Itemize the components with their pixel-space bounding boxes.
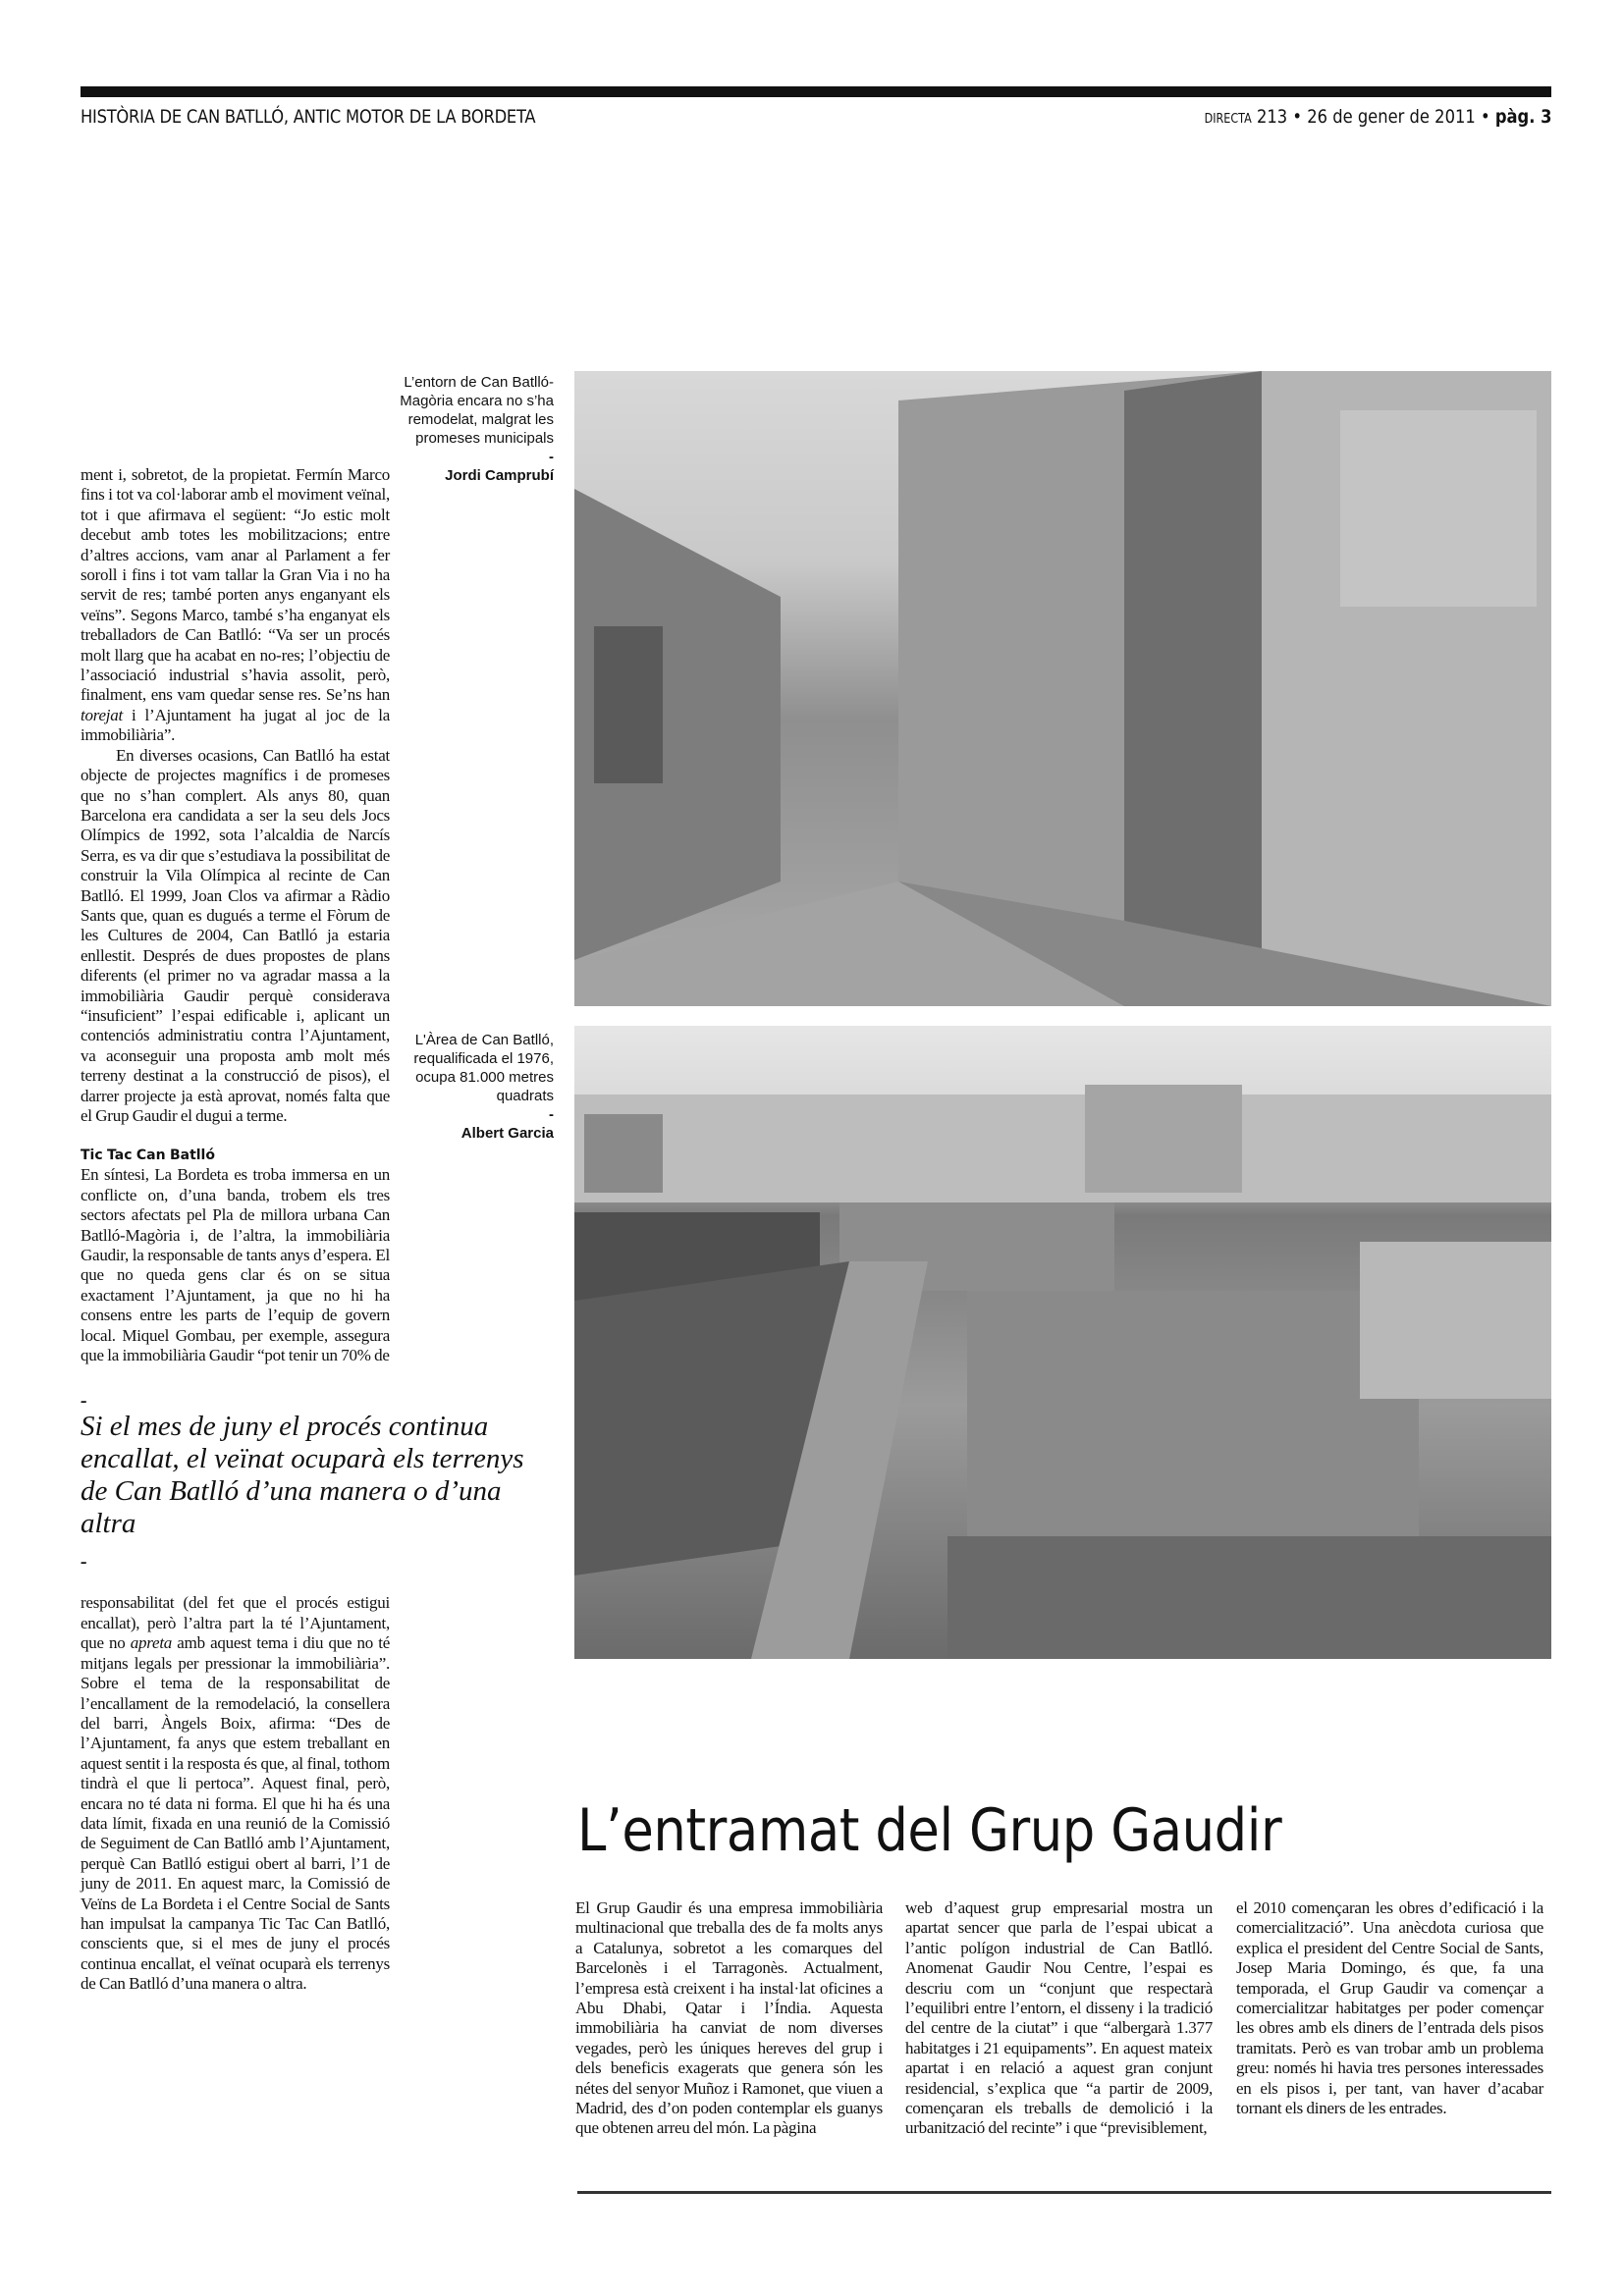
photo-alley-can-batllo <box>574 371 1551 1006</box>
sidebar-headline: L’entramat del Grup Gaudir <box>577 1796 1282 1865</box>
pull-quote <box>81 1391 552 1572</box>
sidebar-column-1: El Grup Gaudir és una empresa immobiliària multinacional que treballa des de fa molts anys a Catalunya, sobretot a les comarques del Barcelonès i el Tarragonès. Actualment, l’empresa està creixent i ha instal·lat oficines a Abu Dhabi, Qatar i l’Índia. Aquesta immobiliària ha canviat de nom diverses vegades, però les úniques hereves del grup i dels beneficis exagerats que genera són les nétes del senyor Muñoz i Ramonet, que viuen a Madrid, des d’on poden contemplar els guanys que obtenen arreu del món. La pàgina <box>575 1898 883 2138</box>
alley-illustration <box>574 371 1551 1006</box>
caption-text: L’entorn de Can Batlló-Magòria encara no s’ha remodelat, malgrat les promeses municipals <box>400 374 554 447</box>
header-rule <box>81 86 1551 97</box>
caption-dash: - <box>549 1106 554 1123</box>
folio <box>1204 106 1551 128</box>
aerial-illustration <box>574 1026 1551 1659</box>
separator: • <box>1480 106 1490 128</box>
paragraph <box>81 465 390 746</box>
pullquote-dash: - <box>81 1551 87 1574</box>
caption-text: L'Àrea de Can Batlló, requalificada el 1976, ocupa 81.000 metres quadrats <box>413 1032 554 1104</box>
page-number: pàg. 3 <box>1494 106 1551 128</box>
section-title: HISTÒRIA DE CAN BATLLÓ, ANTIC MOTOR DE LA BORDETA <box>81 106 536 128</box>
article-column-left-continued <box>81 1593 390 1994</box>
paragraph <box>81 1593 390 1994</box>
italic-text: torejat <box>81 705 123 724</box>
pullquote-text: Si el mes de juny el procés continua encallat, el veïnat ocuparà els terrenys de Can Batlló d’una manera o d’una altra <box>81 1411 524 1540</box>
publication-name: DIRECTA <box>1204 112 1252 127</box>
article-column-left <box>81 465 390 1365</box>
issue-number: 213 <box>1256 106 1287 128</box>
paragraph: En diverses ocasions, Can Batlló ha estat objecte de projectes magnífics i de promeses que no s’han complert. Als anys 80, quan Barcelona era candidata a ser la seu dels Jocs Olímpics de 1992, sota l’alcaldia de Narcís Serra, es va dir que s’estudiava la possibilitat de construir la Vila Olímpica al recinte de Can Batlló. El 1999, Joan Clos va afirmar a Ràdio Sants que, quan es dugués a terme el Fòrum de les Cultures de 2004, Can Batlló ja estaria enllestit. Després de dues propostes de plans diferents (el primer no va agradar massa a la immobiliària Gaudir perquè considerava “insuficient” l’espai edificable i, aplicant un contenciós administratiu contra l’Ajuntament, va aconseguir una proposta amb molt més terreny destinat a la construcció de pisos), el darrer projecte ja està aprovat, només falta que el Grup Gaudir el dugui a terme. <box>81 745 390 1125</box>
photo-aerial-can-batllo <box>574 1026 1551 1659</box>
text: ment i, sobretot, de la propietat. Fermín Marco fins i tot va col·laborar amb el moviment veïnal, tot i que afirmava el següent: “Jo estic molt decebut amb totes les mobilitzacions; entre d’altres accions, vam anar al Parlament a fer soroll i fins i tot vam tallar la Gran Via i no ha servit de res; també porten anys enganyant els veïns”. Segons Marco, també s’ha enganyat els treballadors de Can Batlló: “Va ser un procés molt llarg que ha acabat en no-res; l’objectiu de l’associació industrial s’havia assolit, però, finalment, ens vam quedar sense res. Se’ns han <box>81 465 390 705</box>
italic-text: apreta <box>130 1633 173 1653</box>
paragraph: En síntesi, La Bordeta es troba immersa en un conflicte on, d’una banda, trobem els tres sectors afectats pel Pla de millora urbana Can Batlló-Magòria i, de l’altra, la immobiliària Gaudir, la responsable de tants anys d’espera. El que no queda gens clar és on se situa exactament l’Ajuntament, ja que no hi ha consens entre les parts de l’equip de govern local. Miquel Gombau, per exemple, assegura que la immobiliària Gaudir “pot tenir un 70% de <box>81 1165 390 1365</box>
sidebar-column-3: el 2010 començaran les obres d’edificació i la comercialització”. Una anècdota curiosa que explica el president del Centre Social de Sants, Josep Maria Domingo, és que, fa una temporada, el Grup Gaudir va començar a comercialitzar habitatges per poder començar les obres amb els diners de l’entrada dels pisos tramitats. Però es van trobar amb un problema greu: només hi havia tres persones interessades en els pisos i, per tant, van haver d’acabar tornant els diners de les entrades. <box>1236 1898 1543 2118</box>
sidebar-column-2: web d’aquest grup empresarial mostra un apartat sencer que parla de l’espai ubicat a l’antic polígon industrial de Can Batlló. Anomenat Gaudir Nou Centre, l’espai es descriu com un “conjunt que respectarà l’equilibri entre l’entorn, el disseny i la tradició del centre de la ciutat” i que “albergarà 1.377 habitatges i 21 equipaments”. En aquest mateix apartat i en relació a aquest gran conjunt residencial, s’explica que “a partir de 2009, començaran els treballs de demolició i la urbanització del recinte” i que “previsiblement, <box>905 1898 1213 2138</box>
caption-dash: - <box>549 449 554 465</box>
photo-caption-1 <box>395 373 554 485</box>
text: amb aquest tema i diu que no té mitjans legals per pressionar la immobiliària”. Sobre el tema de la responsabilitat de l’encallament de la remodelació, la consellera del barri, Àngels Boix, afirma: “Des de l’Ajuntament, fa anys que estem treballant en aquest sentit i la resposta és que, al final, tothom tindrà el que li pertoca”. Aquest final, però, encara no té data ni forma. El que hi ha és una data límit, fixada en una reunió de la Comissió de Seguiment de Can Batlló amb l’Ajuntament, perquè Can Batlló estigui obert al barri, l’1 de juny de 2011. En aquest marc, la Comissió de Veïns de La Bordeta i el Centre Social de Sants han impulsat la campanya Tic Tac Can Batlló, conscients que, si el mes de juny el procés continua encallat, el veïnat ocuparà els terrenys de Can Batlló d’una manera o altra. <box>81 1633 391 1994</box>
subheading: Tic Tac Can Batlló <box>81 1148 215 1164</box>
photo-credit: Jordi Camprubí <box>445 467 554 484</box>
sidebar-bottom-rule <box>577 2191 1551 2194</box>
issue-date: 26 de gener de 2011 <box>1306 106 1476 128</box>
text: i l’Ajuntament ha jugat al joc de la immobiliària”. <box>81 705 390 745</box>
photo-credit: Albert Garcia <box>460 1125 554 1142</box>
text: responsabilitat (del fet que el procés estigui encallat), però l’altra part la té l’Ajuntament, que no <box>81 1593 390 1653</box>
photo-caption-2 <box>395 1031 554 1143</box>
pullquote-dash: - <box>81 1390 87 1413</box>
separator: • <box>1291 106 1302 128</box>
